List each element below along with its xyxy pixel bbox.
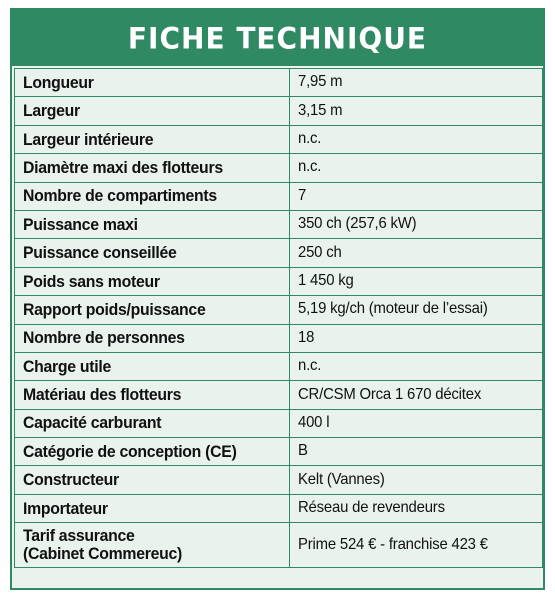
spec-value: 400 l [290, 409, 543, 437]
spec-label: Constructeur [15, 466, 290, 494]
spec-value: 1 450 kg [290, 267, 543, 295]
table-row [15, 182, 543, 210]
spec-value: Réseau de revendeurs [290, 494, 543, 522]
spec-label: Capacité carburant [15, 409, 290, 437]
table-row [15, 69, 543, 97]
spec-value: Prime 524 € - franchise 423 € [290, 523, 543, 568]
spec-label: Largeur intérieure [15, 125, 290, 153]
table-row [15, 438, 543, 466]
spec-sheet-title: FICHE TECHNIQUE [127, 20, 428, 56]
spec-label: Charge utile [15, 352, 290, 380]
spec-label: Catégorie de conception (CE) [15, 438, 290, 466]
spec-label: Longueur [15, 69, 290, 97]
spec-value: 5,19 kg/ch (moteur de l’essai) [290, 296, 543, 324]
spec-value: n.c. [290, 125, 543, 153]
table-row [15, 324, 543, 352]
table-row [15, 154, 543, 182]
table-row [15, 125, 543, 153]
table-row [15, 352, 543, 380]
spec-sheet-card [10, 8, 545, 590]
table-row [15, 296, 543, 324]
spec-value: 18 [290, 324, 543, 352]
table-row [15, 239, 543, 267]
spec-label: Poids sans moteur [15, 267, 290, 295]
spec-value: 3,15 m [290, 97, 543, 125]
spec-label: Nombre de compartiments [15, 182, 290, 210]
table-row [15, 494, 543, 522]
spec-label: Largeur [15, 97, 290, 125]
spec-value: B [290, 438, 543, 466]
table-row [15, 267, 543, 295]
spec-label: Importateur [15, 494, 290, 522]
spec-value: n.c. [290, 352, 543, 380]
spec-label: Diamètre maxi des flotteurs [15, 154, 290, 182]
spec-value: n.c. [290, 154, 543, 182]
spec-label-line2: (Cabinet Commereuc) [23, 544, 182, 564]
spec-table [14, 68, 543, 568]
spec-value: 7 [290, 182, 543, 210]
table-row [15, 466, 543, 494]
spec-label: Puissance maxi [15, 210, 290, 238]
spec-value: CR/CSM Orca 1 670 décitex [290, 381, 543, 409]
spec-value: 350 ch (257,6 kW) [290, 210, 543, 238]
spec-value: Kelt (Vannes) [290, 466, 543, 494]
table-row [15, 409, 543, 437]
table-row [15, 381, 543, 409]
spec-label [15, 523, 290, 568]
spec-label-line1: Tarif assurance [23, 526, 135, 546]
spec-label: Rapport poids/puissance [15, 296, 290, 324]
spec-value: 7,95 m [290, 69, 543, 97]
spec-value: 250 ch [290, 239, 543, 267]
spec-label: Nombre de personnes [15, 324, 290, 352]
table-row [15, 523, 543, 568]
table-row [15, 210, 543, 238]
spec-label: Puissance conseillée [15, 239, 290, 267]
spec-sheet-header [12, 10, 543, 66]
spec-label: Matériau des flotteurs [15, 381, 290, 409]
table-row [15, 97, 543, 125]
